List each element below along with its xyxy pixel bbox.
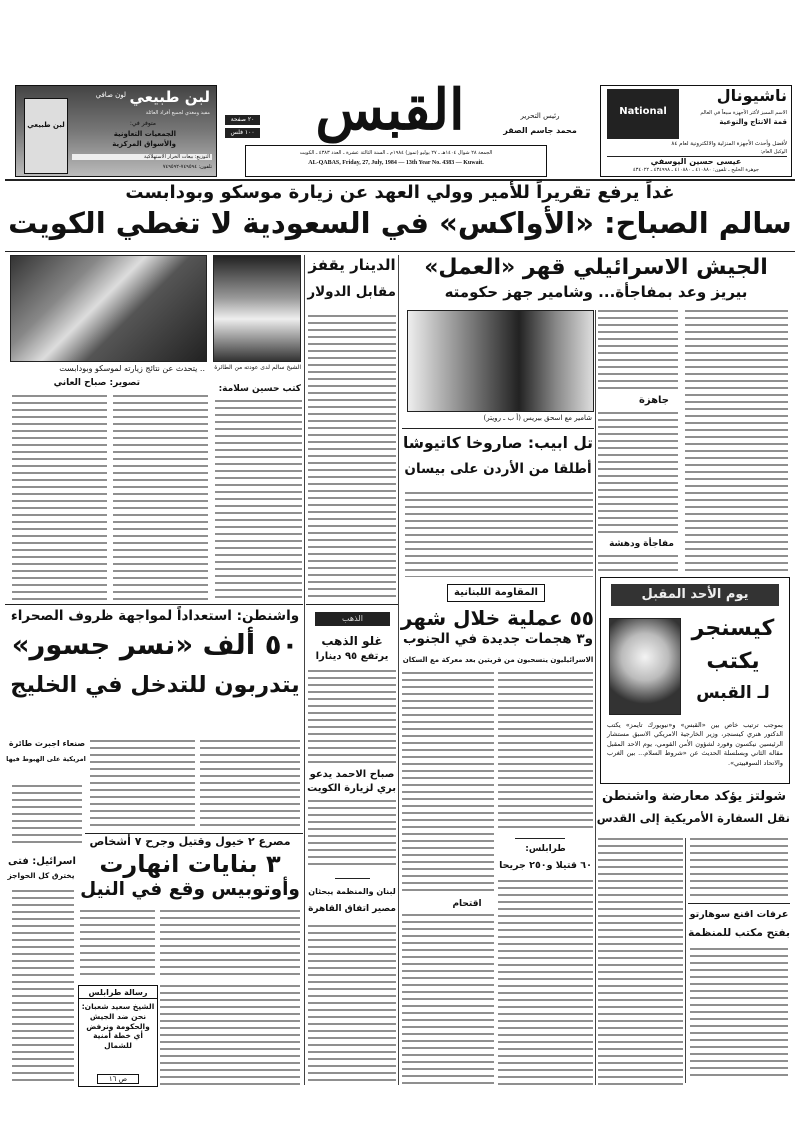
lebanon-headline-2: و٣ هجمات جديدة في الجنوب [402,631,594,647]
caption-arrival: الشيخ سالم لدى عودته من الطائرة [214,364,301,371]
gold-headline: غلو الذهب [321,634,383,648]
kissinger-title-3: لـ القبس [696,683,770,703]
gold-label: الذهب [315,612,390,626]
kissinger-title-2: يكتب [706,649,760,674]
lead-body-col-3 [215,400,302,602]
israel-body-col-2 [598,310,678,390]
milk-available: متوفر في: [129,120,156,127]
national-agent-label: الوكيل العام: [760,149,787,155]
nile-headline-1: ٣ بنايات انهارت [99,850,281,878]
tripoli-letter-label: رسالة طرابلس [79,988,157,999]
tripoli-headline: ٦٠ قتيلا و٢٥٠ جريحا [499,860,592,871]
national-brand: ناشيونال [716,86,787,105]
berri-body [308,800,396,870]
cairo-headline-2: مصير اتفاق القاهرة [308,904,396,914]
arafat-headline-2: بفتح مكتب للمنظمة [688,927,790,939]
gulf-headline-2: يتدربون للتدخل في الخليج [10,672,300,698]
date-arabic: الجمعة ٢٨ شوال ١٤٠٤هـ ـ ٢٧ يوليو (تموز) ١٩٨٤م ـ السنة الثالثة عشرة ـ العدد ٤٣٨٣ ـ الكويت [299,150,493,156]
tripoli-body [498,880,593,1085]
arafat-body [690,948,788,1078]
gulf-body-col-1 [90,740,195,830]
israel-subhead: بيريز وعد بمفاجأة... وشامير جهز حكومته [444,283,748,301]
milk-subtitle: لون صافي [95,91,126,99]
israel-subsection-surprise: مفاجأة ودهشة [609,539,674,549]
nile-headline-2: وأوتوبيس وقع في النيل [80,879,300,900]
tripoli-label: طرابلس: [525,844,566,854]
photo-salem-talking [10,255,207,362]
caption-talking: .. يتحدث عن نتائج زيارته لموسكو وبودابست [59,364,205,373]
national-slogan: قمة الانتاج والنوعية [719,118,787,126]
israel-boy-headline-2: يخترق كل الحواجز [7,871,75,880]
shultz-body-col-1 [690,838,788,900]
tripoli-letter-headline: الشيخ سعيد شعبان: نحن ضد الجيش والحكومة ونرفض أي خطة أمنية للشمال [81,1002,155,1050]
nile-body-col-2 [160,910,300,980]
national-tagline: الاسم المميز لأكثر الأجهزة مبيعاً في العالم [700,110,787,116]
national-line: لأفضل وأحدث الأجهزة المنزلية والالكترونية لعام ٨٤ [671,141,787,147]
photo-shamir-peres [407,310,594,412]
editor-label: رئيس التحرير [520,112,560,120]
arafat-headline-1: عرفات اقنع سوهارتو [689,909,789,920]
milk-stores-1: الجمعيات التعاونية [113,130,176,138]
nile-body-col-1 [80,910,155,980]
israel-body-col-1 [685,310,788,572]
israel-body-col-2b [598,412,678,537]
katyusha-headline-2: أطلقا من الأردن على بيسان [404,461,592,477]
katyusha-body [405,492,593,577]
milk-pack [24,98,68,174]
sanaa-headline-2: امريكية على الهبوط فيها [6,755,86,763]
tripoli-letter-page-ref: ص ١٦ [97,1074,139,1084]
lebanon-subhead: الاسرائيليون ينسحبون من قريتين بعد معركة مع السكان [402,656,594,664]
milk-phone: تلفون: ٧٤٩٥٩٤-٧٤٩٥٩٢ [162,164,212,170]
lebanon-body-col-1c [402,914,494,1084]
israel-boy-body [12,890,74,1085]
shultz-headline-2: نقل السفارة الأمريكية إلى القدس [596,811,790,825]
tripoli-letter-box [78,985,158,1087]
berri-headline-1: صباح الاحمد يدعو [309,769,395,780]
national-logo-text: National [619,106,667,117]
lebanon-body-col-1 [402,672,494,754]
lebanon-label: المقاومة اللبنانية [447,584,545,602]
newspaper-logo: القبس [315,77,465,143]
milk-stores-2: والأسواق المركزية [112,140,176,148]
lead-kicker: غداً يرفع تقريراً للأمير وولي العهد عن زيارة موسكو وبودابست [125,182,675,203]
dinar-headline-2: مقابل الدولار [307,284,396,300]
israel-subsection-ready: جاهزة [638,395,670,406]
nile-kicker: مصرع ٢ خيول وقتيل وجرح ٧ أشخاص [89,835,291,848]
israel-boy-headline-1: اسرائيل: فتى [8,856,76,867]
gold-body [308,670,396,765]
shultz-body-col-2 [598,838,683,1085]
israel-body-col-2c [598,555,678,573]
kissinger-box [600,577,790,784]
kissinger-photo [609,618,681,715]
editor-name: محمد جاسم الصقر [503,126,577,135]
cairo-body [308,925,396,1085]
sanaa-headline-1: صنعاء اجبرت طائرة [8,739,86,748]
photo-credit: تصوير: صباح العاني [53,378,140,388]
lead-body-col-1 [12,395,107,602]
page-count: ٢٠ صفحة [225,115,260,125]
milk-pack-label: لبن طبيعي [27,121,65,129]
israel-headline: الجيش الاسرائيلي قهر «العمل» [424,255,768,280]
photo-caption-shamir: شامير مع اسحق بيريس (أ ب ـ رويتر) [483,414,592,422]
gulf-headline-1: ٥٠ ألف «نسر جسور» [11,629,299,661]
dinar-body [308,315,396,600]
milk-title: لبن طبيعي [129,88,210,106]
katyusha-headline-1: تل ابيب: صاروخا كاتيوشا [402,434,594,452]
lead-body-col-2 [113,395,208,602]
byline: كتب حسين سلامة: [218,384,301,394]
milk-tag: مفيد ومغذي لجميع أفراد العائلة [145,110,210,116]
milk-ad [15,85,217,177]
date-line [245,145,547,177]
price: ١٠٠ فلس [225,128,260,138]
shultz-headline-1: شولتز يؤكد معارضة واشنطن [601,789,787,804]
berri-headline-2: بري لزيارة الكويت [307,783,396,794]
gulf-kicker: واشنطن: استعداداً لمواجهة ظروف الصحراء [10,608,300,624]
sanaa-body [12,785,82,845]
national-agent: عيسى حسين اليوسفي [650,157,742,166]
national-logo [607,89,679,139]
date-english: AL-QABAS, Friday, 27, July, 1984 — 13th Year No. 4383 — Kuwait. [308,160,484,166]
milk-distributor: التوزيع: بيعات الخرار الاستهلاكية [72,154,212,160]
gold-subhead: يرتفع ٩٥ دينارا [315,651,389,662]
lebanon-body-col-1b [402,756,494,896]
lebanon-subsection: اقتحام [452,899,482,909]
cairo-headline-1: لبنان والمنظمة يبحثان [308,887,396,896]
gulf-body-col-2 [200,740,300,830]
lebanon-headline-1: ٥٥ عملية خلال شهر [400,606,594,630]
national-ad [600,85,792,177]
dinar-headline-1: الدينار يقفز [308,256,396,274]
kissinger-title-1: كيسنجر [691,616,775,641]
lebanon-body-col-2 [498,672,593,832]
lead-headline: سالم الصباح: «الأواكس» في السعودية لا تغطي الكويت [8,206,792,240]
national-phones: جوهرة الخليج ـ تلفون: ٤١٠٨٨٠ ـ ٤١٠٨٨٠ ـ ٤٣٤٩٩٨ ـ ٤٣٤٠٢٢ [632,167,760,173]
photo-salem-arrival [213,255,301,362]
nile-body-col-3 [160,985,300,1085]
kissinger-body: بموجب ترتيب خاص بين «القبس» و«نيويورك تايمز» يكتب الدكتور هنري كيسنجر، وزير الخارجية الامريكي الاسبق مستشار الرئيسين نيكسون وفورد لشؤون الأمن القومي، يوم الاحد المقبل مقاله الثاني وبسلسلة الحديث عن «شروط السلام... بين الغرب والاتحاد السوفييتي». [607,721,783,767]
kissinger-banner: يوم الأحد المقبل [611,584,779,606]
